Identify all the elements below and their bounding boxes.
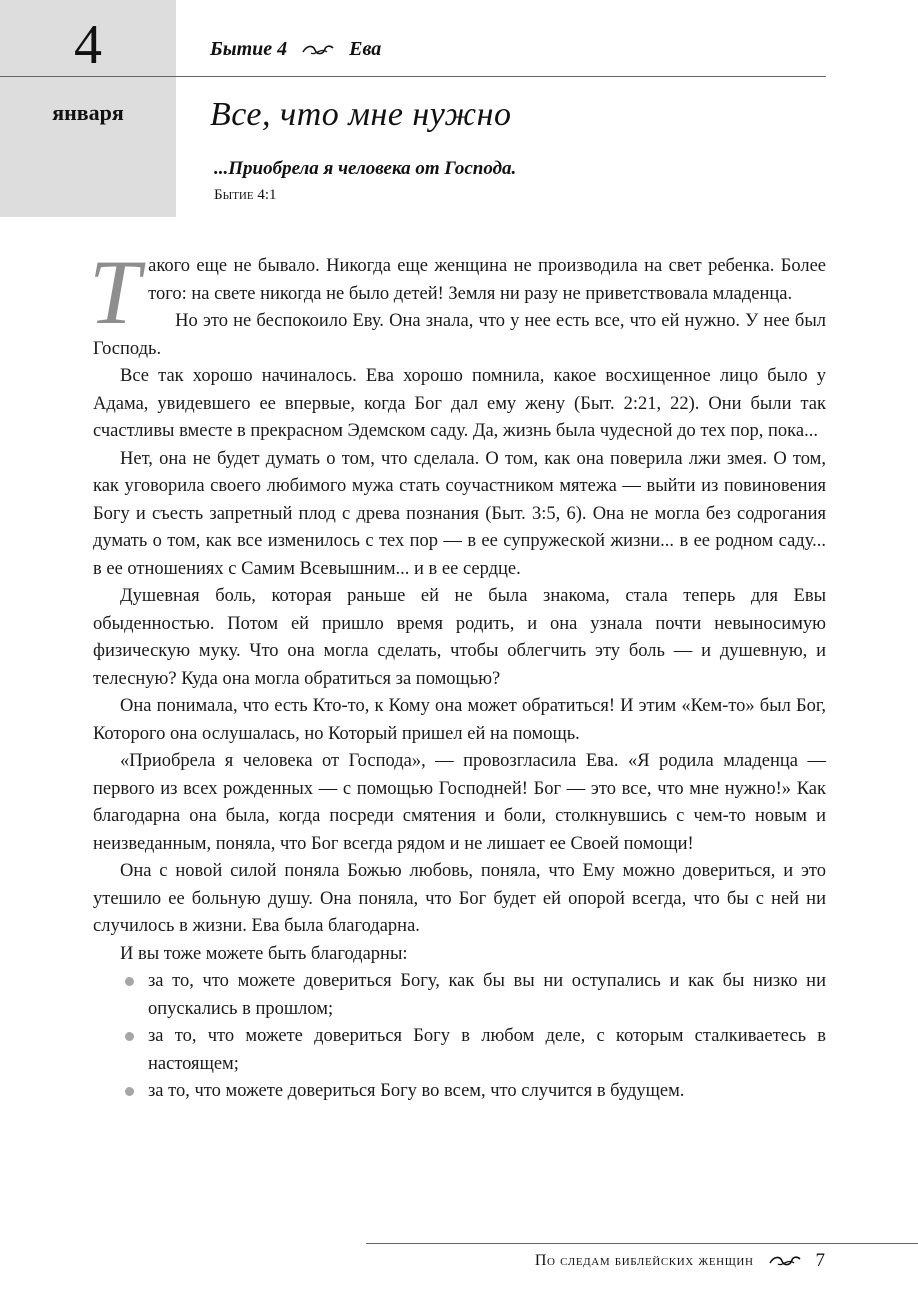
- footer-book-title: По следам библейских женщин: [534, 1252, 754, 1269]
- paragraph: Нет, она не будет думать о том, что сделала. О том, как она поверила лжи змея. О том, как уговорила своего любимого мужа стать соучастником мятежа — выйти из повиновения Богу и съесть запретный плод с древа познания (Быт. 3:5, 6). Она не могла без содрогания думать о том, как все изменилось с тех пор — в ее супружеской жизни... в ее родном саду... в ее отношениях с Самим Всевышним... и в ее сердце.: [93, 448, 826, 579]
- footer: [535, 1250, 825, 1272]
- swirl-ornament-icon: [768, 1254, 802, 1268]
- page-title: Все, что мне нужно: [210, 96, 512, 133]
- epigraph-text: ...Приобрела я человека от Господа.: [214, 158, 517, 179]
- running-head-name: Ева: [349, 38, 382, 60]
- list-item: за то, что можете довериться Богу во всем, что случится в будущем.: [93, 1078, 826, 1106]
- page-number: 7: [815, 1250, 825, 1271]
- day-number: 4: [74, 14, 102, 76]
- paragraph: И вы тоже можете быть благодарны:: [120, 943, 408, 964]
- bullet-dot-icon: [125, 1087, 134, 1096]
- list-item: за то, что можете довериться Богу в любом деле, с которым сталкиваетесь в настоящем;: [93, 1023, 826, 1078]
- bullet-list: [93, 968, 826, 1106]
- paragraph: Душевная боль, которая раньше ей не была знакома, стала теперь для Евы обыденностью. Потом ей пришло время родить, и она узнала почти невыносимую физическую муку. Что она могла сделать, чтобы облегчить эту боль — и душевную, и телесную? Куда она могла обратиться за помощью?: [93, 586, 826, 689]
- paragraph: Все так хорошо начиналось. Ева хорошо помнила, какое восхищенное лицо было у Адама, увидевшего ее впервые, когда Бог дал ему жену (Быт. 2:21, 22). Они были так счастливы вместе в прекрасном Эдемском саду. Да, жизнь была чудесной до тех пор, пока...: [93, 366, 826, 441]
- epigraph-reference: Бытие 4:1: [214, 187, 277, 203]
- drop-cap: Т: [89, 241, 141, 343]
- bullet-dot-icon: [125, 1032, 134, 1041]
- body-text: [89, 241, 826, 1106]
- bullet-dot-icon: [125, 977, 134, 986]
- list-item: за то, что можете довериться Богу, как бы вы ни оступались и как бы низко ни опускались в прошлом;: [93, 968, 826, 1023]
- paragraph: Такого еще не бывало. Никогда еще женщина не производила на свет ребенка. Более того: на свете никогда не было детей! Земля ни разу не приветствовала младенца.: [89, 241, 826, 343]
- paragraph: Она понимала, что есть Кто-то, к Кому она может обратиться! И этим «Кем-то» был Бог, Которого она ослушалась, но Который пришел ей на помощь.: [93, 696, 826, 744]
- running-head-book: Бытие 4: [210, 38, 288, 60]
- month-label: января: [52, 100, 124, 125]
- footer-rule: [366, 1243, 918, 1244]
- running-head: [210, 38, 381, 61]
- swirl-ornament-icon: [301, 43, 335, 57]
- date-block: [0, 0, 176, 217]
- paragraph: Но это не беспокоило Еву. Она знала, что у нее есть все, что ей нужно. У нее был Господь.: [93, 311, 826, 359]
- header-rule: [0, 76, 826, 77]
- paragraph: Она с новой силой поняла Божью любовь, поняла, что Ему можно довериться, и это утешило ее больную душу. Она поняла, что Бог будет ей опорой всегда, что бы с ней ни случилось в жизни. Ева была благодарна.: [93, 861, 826, 936]
- paragraph: «Приобрела я человека от Господа», — провозгласила Ева. «Я родила младенца — первого из всех рожденных — с помощью Господней! Бог — это все, что мне нужно!» Как благодарна она была, когда посреди смятения и боли, столкнувшись с чем-то новым и неизведанным, поняла, что Бог всегда рядом и не лишает ее Своей помощи!: [93, 751, 826, 854]
